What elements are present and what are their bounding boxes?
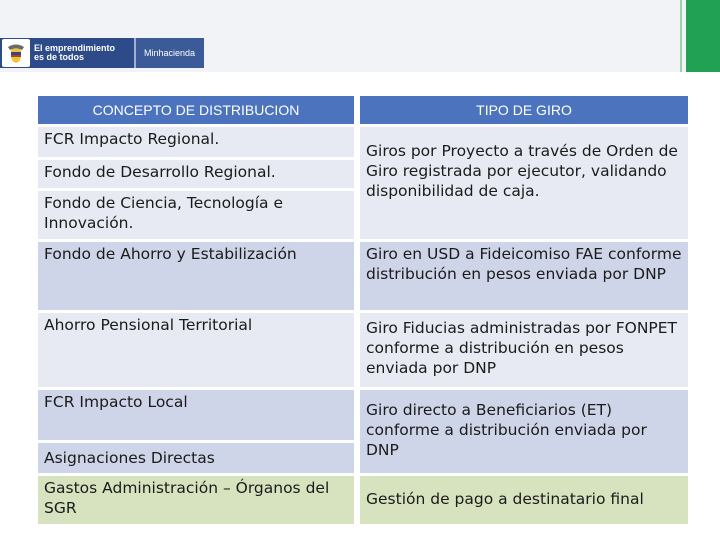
concept-cell-asignaciones-directas: Asignaciones Directas bbox=[38, 443, 354, 473]
concept-cell-ahorro-pensional: Ahorro Pensional Territorial bbox=[38, 313, 354, 387]
brand-line-1: El emprendimiento bbox=[34, 43, 116, 53]
government-logo bbox=[0, 38, 204, 68]
accent-line bbox=[680, 0, 682, 72]
concept-cell-fcr-regional: FCR Impacto Regional. bbox=[38, 127, 354, 157]
col-header-concepto: CONCEPTO DE DISTRIBUCION bbox=[38, 96, 354, 124]
concept-cell-ciencia-tecnologia: Fondo de Ciencia, Tecnología e Innovación. bbox=[38, 191, 354, 239]
logo-brand-block bbox=[0, 38, 134, 68]
concept-cell-ahorro-estabilizacion: Fondo de Ahorro y Estabilización bbox=[38, 242, 354, 310]
ministry-label: Minhacienda bbox=[136, 38, 204, 68]
giro-cell-beneficiarios: Giro directo a Beneficiarios (ET) conforme a distribución enviada por DNP bbox=[360, 390, 688, 473]
giro-cell-proyecto: Giros por Proyecto a través de Orden de Giro registrada por ejecutor, validando disponibilidad de caja. bbox=[360, 127, 688, 239]
colombia-crest-icon bbox=[2, 39, 30, 67]
giro-cell-gestion-pago: Gestión de pago a destinatario final bbox=[360, 476, 688, 524]
brand-line-2: es de todos bbox=[34, 52, 85, 62]
col-header-tipo-giro: TIPO DE GIRO bbox=[360, 96, 688, 124]
concept-cell-desarrollo-regional: Fondo de Desarrollo Regional. bbox=[38, 160, 354, 188]
giro-cell-fideicomiso-fae: Giro en USD a Fideicomiso FAE conforme distribución en pesos enviada por DNP bbox=[360, 242, 688, 310]
accent-bar bbox=[686, 0, 720, 72]
giro-cell-fonpet: Giro Fiducias administradas por FONPET conforme a distribución en pesos enviada por DNP bbox=[360, 313, 688, 387]
concept-cell-gastos-administracion: Gastos Administración – Órganos del SGR bbox=[38, 476, 354, 524]
concept-cell-fcr-local: FCR Impacto Local bbox=[38, 390, 354, 440]
